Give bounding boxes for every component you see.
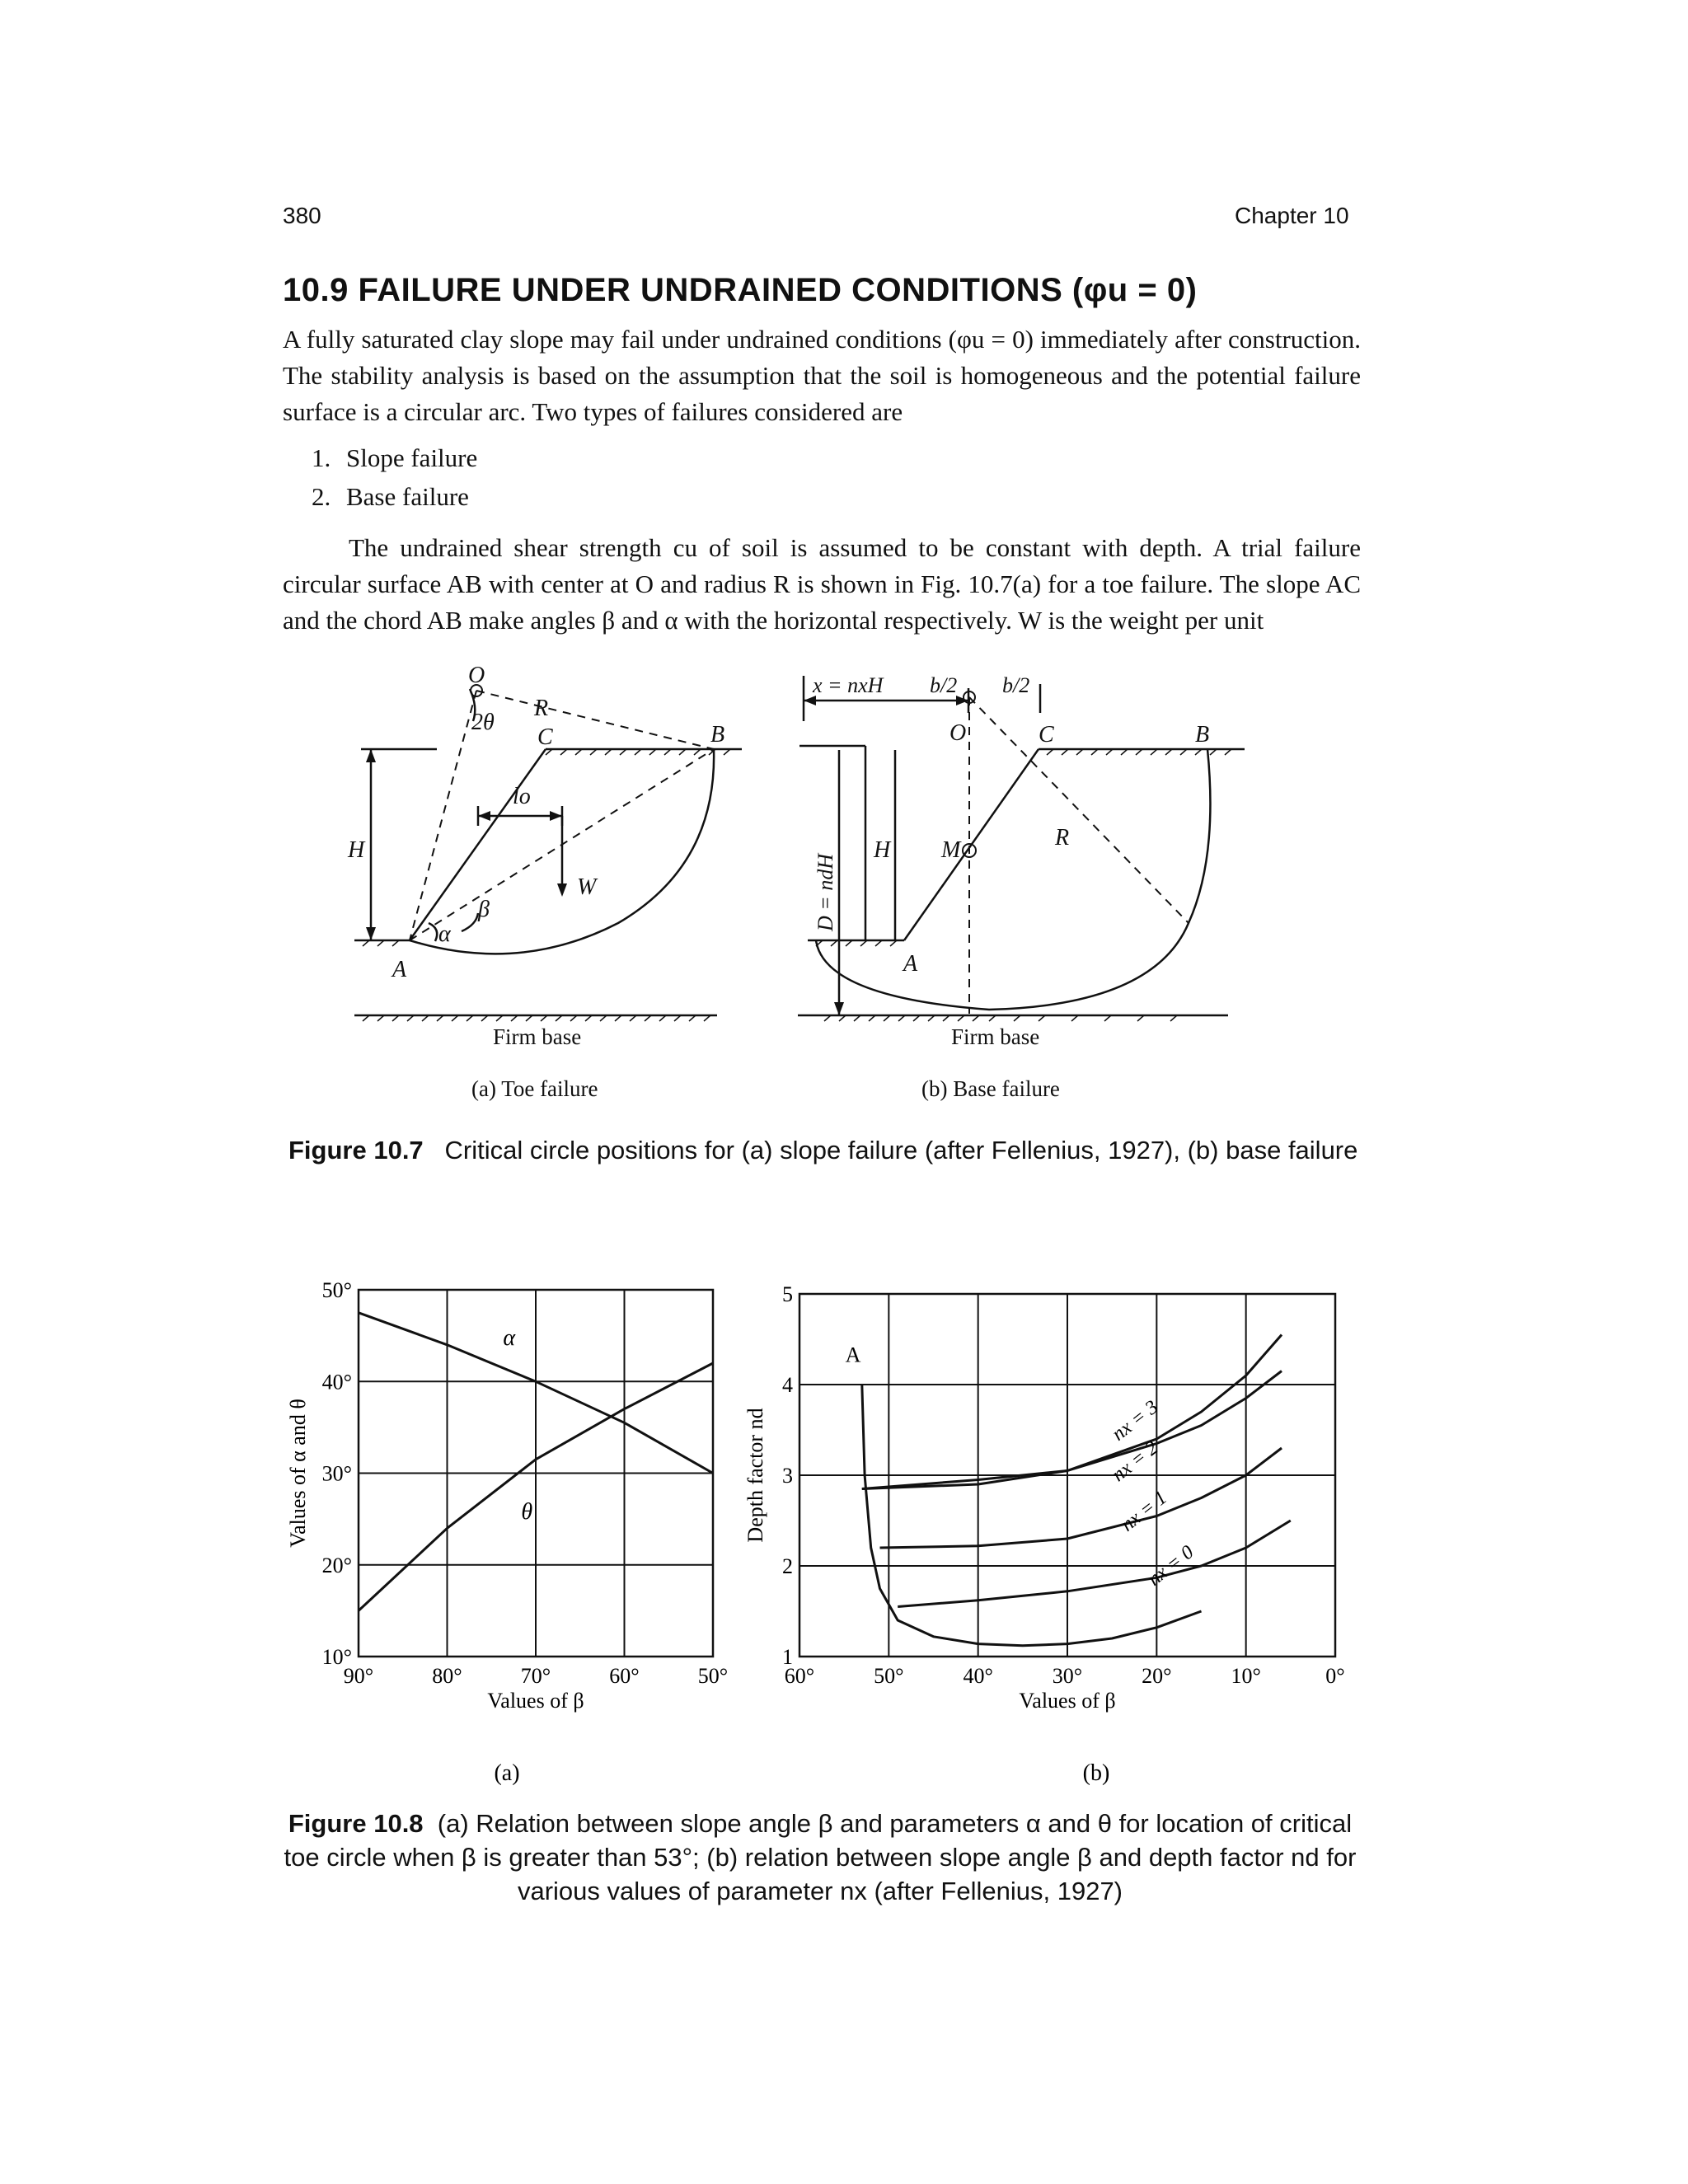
x-tick-label: 50° — [697, 1664, 729, 1688]
page-number: 380 — [283, 203, 321, 228]
x-tick-label: 0° — [1325, 1664, 1345, 1688]
x-tick-label: 50° — [874, 1664, 904, 1688]
section-heading: 10.9 FAILURE UNDER UNDRAINED CONDITIONS (φu = 0) — [283, 272, 1198, 308]
label-x-equation: x = nxH — [813, 673, 884, 697]
y-axis-label: Depth factor nd — [743, 1408, 767, 1543]
curve-label: nx = 3 — [1108, 1396, 1163, 1446]
x-tick-label: 90° — [343, 1664, 374, 1688]
figure-10-7-caption — [288, 1133, 1360, 1167]
label-H-a: H — [348, 837, 365, 863]
label-D-equation: D = ndH — [814, 853, 837, 931]
y-tick-label: 1 — [782, 1645, 793, 1669]
y-tick-label: 30° — [321, 1461, 352, 1486]
figure-10-8-caption — [272, 1807, 1368, 1908]
label-B-a: B — [710, 722, 725, 748]
curve-label: nx = 2 — [1108, 1436, 1163, 1487]
label-C-a: C — [537, 724, 553, 750]
list-item — [312, 477, 477, 516]
curve-label: nx = 1 — [1117, 1487, 1171, 1536]
series-label-theta: θ — [521, 1499, 533, 1526]
x-axis-label: Values of β — [487, 1689, 584, 1713]
chapter-label: Chapter 10 — [1235, 203, 1349, 228]
subcaption-base-failure: (b) Base failure — [921, 1076, 1060, 1101]
label-b-half-2: b/2 — [1002, 673, 1030, 697]
y-tick-label: 40° — [321, 1370, 352, 1394]
figure-10-7-caption-text: Critical circle positions for (a) slope failure (after Fellenius, 1927), (b) base failure — [444, 1136, 1358, 1165]
list-item-number: 1. — [312, 443, 331, 472]
series-line — [880, 1448, 1282, 1548]
x-tick-label: 20° — [1142, 1664, 1172, 1688]
label-alpha: α — [438, 921, 451, 947]
x-tick-label: 80° — [432, 1664, 462, 1688]
firm-base-label-b: Firm base — [951, 1024, 1040, 1049]
figure-10-8-label: Figure 10.8 — [288, 1809, 424, 1838]
series-label-alpha: α — [503, 1324, 516, 1351]
label-R-a: R — [534, 696, 549, 721]
x-tick-label: 60° — [784, 1664, 815, 1688]
label-O-a: O — [468, 663, 485, 688]
label-lo: lo — [513, 784, 531, 809]
series-line — [898, 1521, 1291, 1607]
chart-depth-factor — [743, 1282, 1345, 1713]
x-tick-label: 70° — [520, 1664, 551, 1688]
label-C-b: C — [1039, 722, 1054, 748]
label-b-half-1: b/2 — [930, 673, 958, 697]
y-tick-label: 10° — [321, 1645, 352, 1669]
label-H-b: H — [874, 837, 891, 863]
label-B-b: B — [1195, 722, 1210, 748]
x-tick-label: 30° — [1052, 1664, 1083, 1688]
series-line — [862, 1335, 1282, 1489]
figure-10-8 — [272, 1273, 1393, 1793]
label-A-b: A — [903, 951, 918, 977]
firm-base-label-a: Firm base — [493, 1024, 582, 1049]
y-tick-label: 50° — [321, 1278, 352, 1302]
body-paragraph: The undrained shear strength cu of soil is assumed to be constant with depth. A trial failure circular surface AB with center at O and radius R is shown in Fig. 10.7(a) for a toe failure. The slope AC and the chord AB make angles β and α with the horizontal respectively. W is the weight per unit — [283, 533, 1361, 635]
list-item — [312, 438, 477, 477]
y-axis-label: Values of α and θ — [286, 1399, 310, 1548]
x-tick-label: 40° — [963, 1664, 993, 1688]
figure-10-7 — [330, 659, 1253, 1104]
x-axis-label: Values of β — [1019, 1689, 1116, 1713]
label-A-a: A — [392, 957, 407, 982]
figure-10-8-caption-text: (a) Relation between slope angle β and parameters α and θ for location of critical toe circle when β is greater than 53°; (b) relation between slope angle β and depth factor nd for various values of parameter nx (after Fellenius, 1927) — [284, 1809, 1357, 1905]
series-line — [862, 1371, 1282, 1489]
x-tick-label: 60° — [609, 1664, 640, 1688]
subcaption-b: (b) — [1082, 1760, 1110, 1786]
annotation-A: A — [845, 1343, 861, 1367]
subcaption-a: (a) — [494, 1760, 520, 1786]
list-item-text: Base failure — [346, 482, 469, 511]
chart-alpha-theta — [286, 1278, 728, 1713]
label-O-b: O — [950, 720, 967, 746]
y-tick-label: 3 — [782, 1464, 793, 1488]
list-item-text: Slope failure — [346, 443, 478, 472]
list-item-number: 2. — [312, 482, 331, 511]
intro-paragraph: A fully saturated clay slope may fail under undrained conditions (φu = 0) immediately after construction. The stability analysis is based on the assumption that the soil is homogeneous and the potential failure surface is a circular arc. Two types of failures considered are — [283, 325, 1361, 426]
y-tick-label: 20° — [321, 1553, 352, 1577]
label-beta: β — [478, 897, 490, 922]
label-M: M — [941, 837, 961, 863]
label-W: W — [577, 874, 597, 900]
curve-label: nx = 0 — [1143, 1541, 1198, 1591]
x-tick-label: 10° — [1231, 1664, 1261, 1688]
label-R-b: R — [1055, 825, 1070, 851]
subcaption-toe-failure: (a) Toe failure — [471, 1076, 598, 1101]
figure-10-7-label: Figure 10.7 — [288, 1136, 424, 1165]
label-two-theta: 2θ — [471, 710, 495, 735]
y-tick-label: 4 — [782, 1373, 793, 1397]
failure-type-list — [312, 438, 477, 516]
y-tick-label: 5 — [782, 1282, 793, 1306]
y-tick-label: 2 — [782, 1554, 793, 1578]
